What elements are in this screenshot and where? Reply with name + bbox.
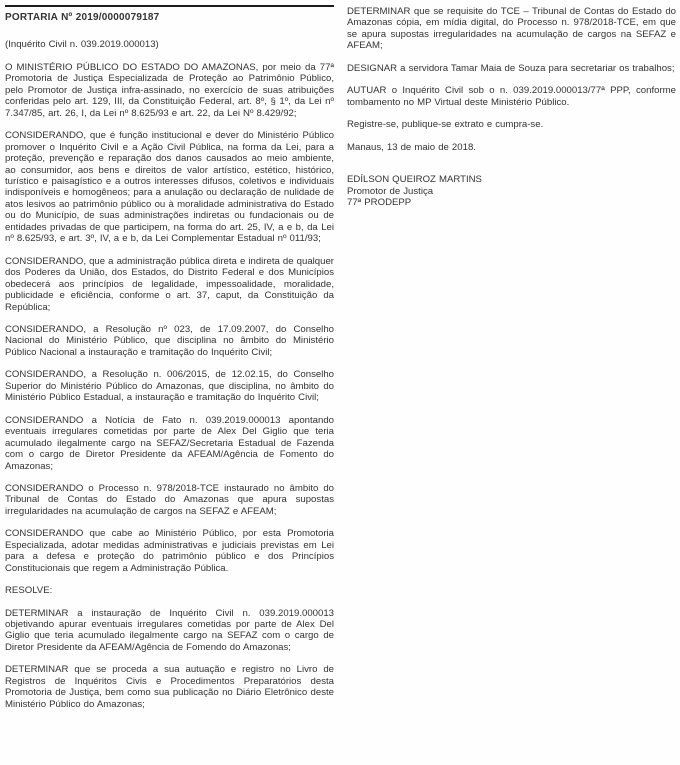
right-column [347, 3, 676, 721]
signature-name: EDÍLSON QUEIROZ MARTINS [347, 174, 482, 186]
paragraph-determinar-3: DETERMINAR que se requisite do TCE – Tribunal de Contas do Estado do Amazonas cópia, em mídia digital, do Processo n. 978/2018-TCE, em que se apura supostas irregularidades na acumulação de cargos na SEFAZ e AFEAM; [347, 6, 676, 52]
signature-block [347, 174, 676, 208]
resolve-heading: RESOLVE: [5, 585, 53, 597]
paragraph-considerando-2: CONSIDERANDO, que a administração pública direta e indireta de qualquer dos Poderes da União, dos Estados, do Distrito Federal e dos Municípios obedecerá aos princípios de legalidade, impessoalidade, moralidade, publicidade e eficiência, conforme o art. 37, caput, da Constituição da República; [5, 255, 334, 313]
left-column [5, 3, 334, 721]
paragraph-considerando-3: CONSIDERANDO, a Resolução nº 023, de 17.09.2007, do Conselho Nacional do Ministério Público, que disciplina no âmbito do Ministério Público Nacional a instauração e tramitação do Inquérito Civil; [5, 323, 334, 358]
paragraph-autuar: AUTUAR o Inquérito Civil sob o n. 039.2019.000013/77ª PPP, conforme tombamento no MP Virtual deste Ministério Público. [347, 85, 676, 108]
case-reference: (Inquérito Civil n. 039.2019.000013) [5, 39, 159, 51]
paragraph-considerando-6: CONSIDERANDO o Processo n. 978/2018-TCE instaurado no âmbito do Tribunal de Contas do Estado do Amazonas que apura supostas irregularidades na acumulação de cargos na SEFAZ e AFEAM; [5, 482, 334, 517]
paragraph-preamble: O MINISTÉRIO PÚBLICO DO ESTADO DO AMAZONAS, por meio da 77ª Promotoria de Justiça Especializada de Proteção ao Patrimônio Público, pelo Promotor de Justiça infra-assinado, no exercício de suas atribuições conferidas pelo art. 129, III, da Constituição Federal, art. 8º, § 1º, da Lei nº 7.347/85, art. 26, I, da Lei nº 8.625/93 e art. 22, da Lei Nº 8.429/92; [5, 61, 334, 119]
paragraph-designar: DESIGNAR a servidora Tamar Maia de Souza para secretariar os trabalhos; [347, 62, 675, 74]
paragraph-determinar-1: DETERMINAR a instauração de Inquérito Civil n. 039.2019.000013 objetivando apurar eventuais irregulares cometidas por parte de Alex Del Giglio que teria acumulado ilegalmente cargo na SEFAZ com o cargo de Diretor Presidente da AFEAM/Agência de Fomendo do Amazonas; [5, 607, 334, 653]
signature-role: Promotor de Justiça [347, 185, 434, 197]
closing-formula: Registre-se, publique-se extrato e cumpra-se. [347, 119, 544, 131]
dateline: Manaus, 13 de maio de 2018. [347, 141, 476, 153]
paragraph-considerando-4: CONSIDERANDO, a Resolução n. 006/2015, de 12.02.15, do Conselho Superior do Ministério Público do Amazonas, que disciplina, no âmbito do Ministério Público Estadual, a instauração e tramitação do Inquérito Civil; [5, 369, 334, 404]
signature-unit: 77ª PRODEPP [347, 196, 412, 208]
paragraph-determinar-2: DETERMINAR que se proceda a sua autuação e registro no Livro de Registros de Inquéritos Civis e Procedimentos Preparatórios desta Promotoria de Justiça, bem como sua publicação no Diário Eletrônico deste Ministério Público do Amazonas; [5, 664, 334, 710]
paragraph-considerando-7: CONSIDERANDO que cabe ao Ministério Público, por esta Promotoria Especializada, adotar medidas administrativas e judiciais previstas em Lei para a defesa e proteção do patrimônio público e dos Princípios Constitucionais que regem a Administração Pública. [5, 528, 334, 574]
paragraph-considerando-1: CONSIDERANDO, que é função institucional e dever do Ministério Público promover o Inquérito Civil e a Ação Civil Pública, na forma da Lei, para a proteção, prevenção e reparação dos danos causados ao meio ambiente, ao consumidor, aos bens e direitos de valor artístico, estético, histórico, turístico e paisagístico e a outros interesses difusos, coletivos e individuais indisponíveis e homogêneos; para a anulação ou declaração de nulidade de atos lesivos ao patrimônio público ou à moralidade administrativa do Estado ou do Município, de suas administrações indiretas ou fundacionais ou de entidades privadas de que participem, na forma do art. 25, IV, a e b, da Lei nº 8.625/93, e art. 3º, IV, a e b, da Lei Complementar Estadual nº 011/93; [5, 130, 334, 245]
title-rule [5, 5, 334, 7]
paragraph-considerando-5: CONSIDERANDO a Notícia de Fato n. 039.2019.000013 apontando eventuais irregulares cometidas por parte de Alex Del Giglio que teria acumulado ilegalmente cargo na SEFAZ/Secretaria Estadual de Fazenda com o cargo de Diretor Presidente da AFEAM/Agência de Fomento do Amazonas; [5, 414, 334, 472]
document-title: PORTARIA Nº 2019/0000079187 [5, 12, 160, 23]
